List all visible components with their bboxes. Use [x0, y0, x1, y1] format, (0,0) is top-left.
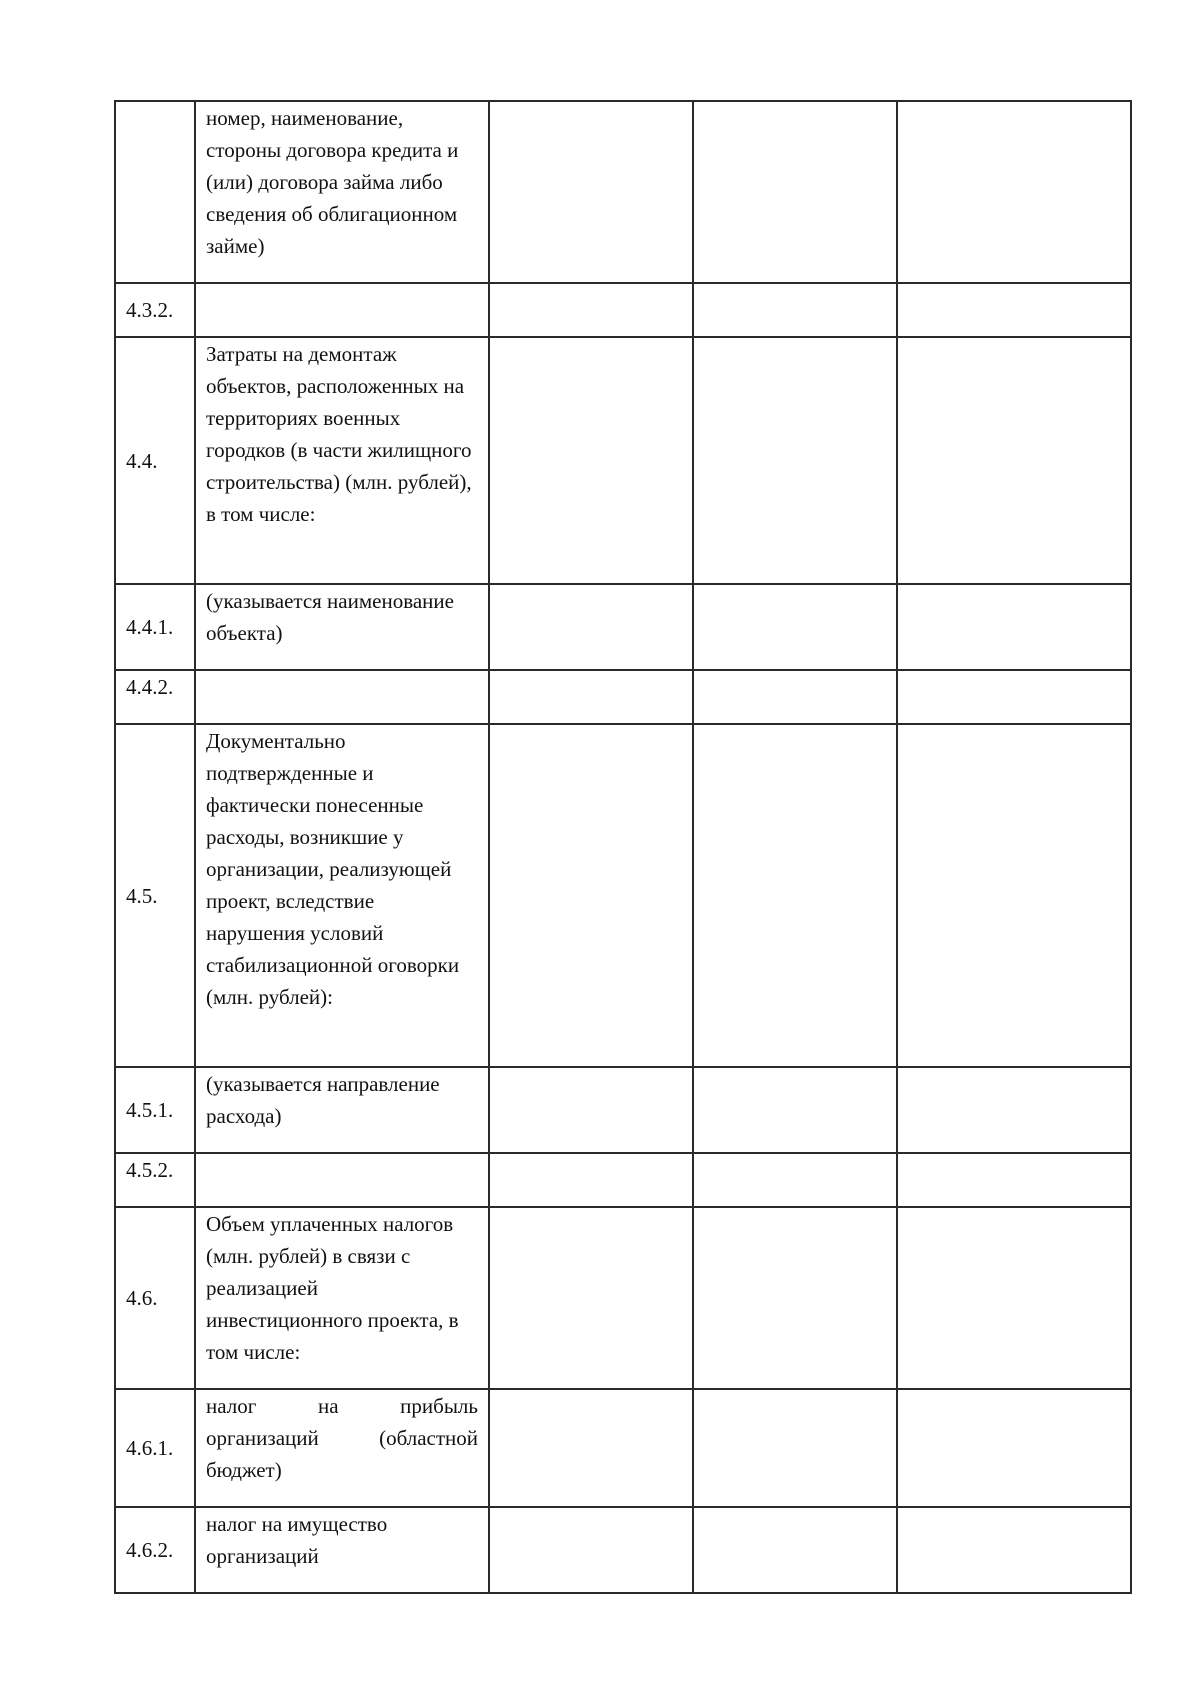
document-table — [114, 100, 1132, 1594]
row-description: Документально подтвержденные и фактически понесенные расходы, возникшие у организации, реализующей проект, вследствие нарушения условий стабилизационной оговорки (млн. рублей): — [206, 729, 460, 1009]
table-row — [115, 337, 1131, 584]
table-row — [115, 1207, 1131, 1389]
row-description: налог на прибыль организаций (областной бюджет) — [206, 1394, 478, 1482]
value-cell — [897, 670, 1131, 724]
table-row — [115, 1153, 1131, 1207]
row-description: (указывается направление расхода) — [206, 1072, 440, 1128]
value-cell — [693, 584, 897, 670]
value-cell — [489, 1389, 693, 1507]
row-number-cell: 4.5.2. — [115, 1153, 195, 1207]
table-row — [115, 724, 1131, 1067]
value-cell — [693, 724, 897, 1067]
value-cell — [693, 1153, 897, 1207]
row-description: Объем уплаченных налогов (млн. рублей) в связи с реализацией инвестиционного проекта, в том числе: — [206, 1212, 459, 1364]
value-cell — [693, 337, 897, 584]
row-number-cell: 4.5. — [115, 724, 195, 1067]
value-cell — [897, 283, 1131, 337]
value-cell — [489, 337, 693, 584]
value-cell — [489, 724, 693, 1067]
value-cell — [897, 1389, 1131, 1507]
table-row — [115, 1507, 1131, 1593]
row-number-cell: 4.4. — [115, 337, 195, 584]
value-cell — [489, 101, 693, 283]
value-cell — [489, 1153, 693, 1207]
value-cell — [897, 1153, 1131, 1207]
row-number-cell — [115, 101, 195, 283]
row-number-cell: 4.6.2. — [115, 1507, 195, 1593]
table-row — [115, 101, 1131, 283]
row-description-cell — [195, 1153, 489, 1207]
row-number-cell: 4.3.2. — [115, 283, 195, 337]
row-description: Затраты на демонтаж объектов, расположенных на территориях военных городков (в части жилищного строительства) (млн. рублей), в том числе: — [206, 342, 472, 526]
value-cell — [693, 1507, 897, 1593]
row-description-cell — [195, 1067, 489, 1153]
value-cell — [897, 1507, 1131, 1593]
table-row — [115, 1067, 1131, 1153]
row-description: номер, наименование, стороны договора кредита и (или) договора займа либо сведения об облигационном займе) — [206, 106, 459, 258]
row-number-cell: 4.5.1. — [115, 1067, 195, 1153]
row-number-cell: 4.4.1. — [115, 584, 195, 670]
table-row — [115, 584, 1131, 670]
table-row — [115, 670, 1131, 724]
value-cell — [897, 1067, 1131, 1153]
row-number-cell: 4.6.1. — [115, 1389, 195, 1507]
row-number-cell: 4.6. — [115, 1207, 195, 1389]
row-description-cell — [195, 670, 489, 724]
value-cell — [489, 584, 693, 670]
value-cell — [489, 670, 693, 724]
row-description-cell — [195, 283, 489, 337]
row-description-cell — [195, 337, 489, 584]
value-cell — [693, 1067, 897, 1153]
row-description-cell — [195, 724, 489, 1067]
value-cell — [693, 101, 897, 283]
row-description-cell — [195, 1389, 489, 1507]
table-row — [115, 1389, 1131, 1507]
value-cell — [897, 1207, 1131, 1389]
row-description: налог на имущество организаций — [206, 1512, 388, 1568]
value-cell — [897, 101, 1131, 283]
value-cell — [489, 1207, 693, 1389]
value-cell — [693, 283, 897, 337]
table-row — [115, 283, 1131, 337]
value-cell — [489, 1507, 693, 1593]
row-number-cell: 4.4.2. — [115, 670, 195, 724]
row-description: (указывается наименование объекта) — [206, 589, 454, 645]
value-cell — [897, 724, 1131, 1067]
row-description-cell — [195, 1207, 489, 1389]
value-cell — [897, 337, 1131, 584]
value-cell — [489, 1067, 693, 1153]
row-description-cell — [195, 584, 489, 670]
value-cell — [897, 584, 1131, 670]
value-cell — [693, 1207, 897, 1389]
value-cell — [693, 1389, 897, 1507]
row-description-cell — [195, 1507, 489, 1593]
value-cell — [489, 283, 693, 337]
row-description-cell — [195, 101, 489, 283]
value-cell — [693, 670, 897, 724]
